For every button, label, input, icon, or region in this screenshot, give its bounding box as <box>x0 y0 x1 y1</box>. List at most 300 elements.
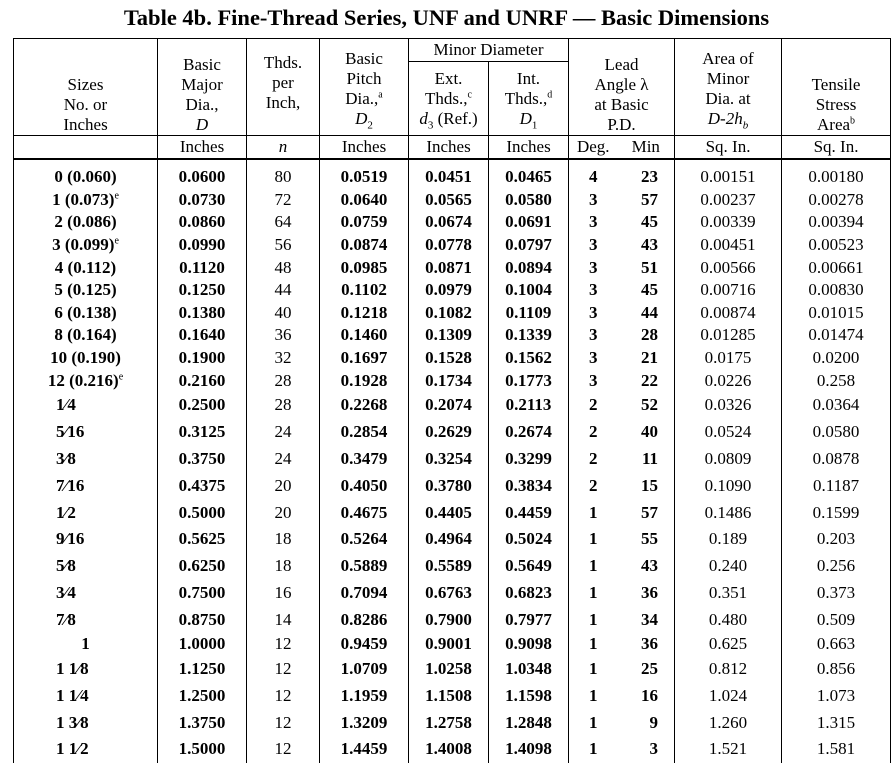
table-row <box>14 526 891 553</box>
cell-pitch: 0.9459 <box>320 633 409 656</box>
cell-ext: 1.0258 <box>409 656 489 683</box>
cell-size <box>14 302 158 325</box>
cell-ext: 0.3780 <box>409 472 489 499</box>
cell-major: 0.0860 <box>158 211 247 234</box>
size-label: 5⁄16 <box>56 422 85 442</box>
cell-size <box>14 234 158 257</box>
cell-area: 0.00237 <box>675 189 782 212</box>
cell-thds: 12 <box>247 683 320 710</box>
cell-ext: 0.0674 <box>409 211 489 234</box>
header-pitch <box>320 39 409 136</box>
cell-ext: 0.0871 <box>409 256 489 279</box>
cell-int: 0.6823 <box>489 580 569 607</box>
cell-area: 0.0326 <box>675 392 782 419</box>
header-int-subscript: 1 <box>531 119 538 131</box>
cell-size <box>14 279 158 302</box>
cell-deg: 1 <box>569 633 618 656</box>
header-thds-line1: Thds. <box>263 53 303 72</box>
cell-ext: 1.1508 <box>409 683 489 710</box>
cell-ext: 0.1734 <box>409 369 489 392</box>
header-sizes-line3: Inches <box>63 115 108 134</box>
cell-major: 0.5625 <box>158 526 247 553</box>
table-row <box>14 472 891 499</box>
cell-int: 0.7977 <box>489 606 569 633</box>
header-area-line1: Area of <box>702 48 754 68</box>
cell-pitch: 0.1460 <box>320 324 409 347</box>
cell-deg: 2 <box>569 446 618 473</box>
cell-deg: 2 <box>569 392 618 419</box>
header-minor-group: Minor Diameter <box>409 39 569 62</box>
cell-tensile: 0.0878 <box>782 446 891 473</box>
cell-tensile: 0.0200 <box>782 347 891 370</box>
cell-area: 0.480 <box>675 606 782 633</box>
cell-size <box>14 633 158 656</box>
cell-deg: 1 <box>569 526 618 553</box>
cell-thds: 16 <box>247 580 320 607</box>
cell-ext: 0.7900 <box>409 606 489 633</box>
header-ext-ref: (Ref.) <box>437 108 478 128</box>
cell-int: 1.4098 <box>489 736 569 763</box>
cell-ext: 0.3254 <box>409 446 489 473</box>
cell-int: 0.3834 <box>489 472 569 499</box>
cell-min: 28 <box>641 325 659 345</box>
cell-deg: 3 <box>569 256 618 279</box>
cell-major: 0.8750 <box>158 606 247 633</box>
cell-int: 0.9098 <box>489 633 569 656</box>
header-ext-line2: Thds., <box>425 88 468 108</box>
cell-int: 0.1562 <box>489 347 569 370</box>
size-label: 1 (0.073) <box>52 189 115 209</box>
header-thds <box>247 39 320 136</box>
size-label: 6 (0.138) <box>54 302 117 322</box>
cell-pitch: 1.0709 <box>320 656 409 683</box>
cell-size <box>14 499 158 526</box>
cell-ext: 0.9001 <box>409 633 489 656</box>
header-pitch-line3: Dia., <box>345 88 379 108</box>
cell-area: 0.0809 <box>675 446 782 473</box>
cell-deg: 1 <box>569 580 618 607</box>
cell-size <box>14 347 158 370</box>
cell-area: 0.00339 <box>675 211 782 234</box>
cell-pitch: 0.8286 <box>320 606 409 633</box>
cell-ext: 0.0979 <box>409 279 489 302</box>
size-label: 1 <box>81 634 90 654</box>
table-body <box>14 159 891 763</box>
unit-major: Inches <box>158 136 247 160</box>
cell-thds: 48 <box>247 256 320 279</box>
header-ext-symbol: d <box>419 108 428 128</box>
cell-pitch: 0.4050 <box>320 472 409 499</box>
cell-tensile: 0.1599 <box>782 499 891 526</box>
unit-deg: Deg. <box>569 136 618 160</box>
cell-thds: 18 <box>247 553 320 580</box>
header-major-line1: Basic <box>183 55 221 74</box>
table-row <box>14 234 891 257</box>
cell-deg: 3 <box>569 302 618 325</box>
header-pitch-line1: Basic <box>345 48 383 68</box>
table-row <box>14 606 891 633</box>
cell-deg: 1 <box>569 709 618 736</box>
unit-ext: Inches <box>409 136 489 160</box>
cell-size <box>14 159 158 189</box>
cell-size <box>14 446 158 473</box>
header-tensile-line1: Tensile <box>811 75 861 94</box>
cell-major: 0.2500 <box>158 392 247 419</box>
cell-min: 57 <box>641 502 659 522</box>
cell-area: 0.1090 <box>675 472 782 499</box>
cell-min: 21 <box>641 348 659 368</box>
cell-major: 0.4375 <box>158 472 247 499</box>
header-int <box>489 62 569 136</box>
cell-min: 15 <box>641 475 659 495</box>
table-row <box>14 736 891 763</box>
cell-size <box>14 472 158 499</box>
cell-tensile: 0.1187 <box>782 472 891 499</box>
cell-thds: 36 <box>247 324 320 347</box>
cell-deg: 3 <box>569 189 618 212</box>
cell-min: 55 <box>641 529 659 549</box>
cell-min: 3 <box>649 739 659 759</box>
header-ext-subscript: 3 <box>427 119 434 131</box>
cell-pitch: 0.7094 <box>320 580 409 607</box>
header-pitch-footnote: a <box>378 88 383 100</box>
cell-major: 0.1900 <box>158 347 247 370</box>
unit-area: Sq. In. <box>675 136 782 160</box>
cell-size <box>14 189 158 212</box>
cell-pitch: 0.2854 <box>320 419 409 446</box>
cell-major: 0.1250 <box>158 279 247 302</box>
cell-area: 0.625 <box>675 633 782 656</box>
size-label: 3 (0.099) <box>52 235 115 255</box>
cell-tensile: 0.258 <box>782 369 891 392</box>
size-footnote: e <box>114 190 119 202</box>
cell-pitch: 0.5889 <box>320 553 409 580</box>
cell-major: 1.3750 <box>158 709 247 736</box>
cell-size <box>14 369 158 392</box>
cell-size <box>14 324 158 347</box>
header-major-line2: Major <box>181 75 223 94</box>
size-label: 5⁄8 <box>56 556 76 576</box>
size-label: 1 1⁄4 <box>56 685 89 705</box>
table-row <box>14 709 891 736</box>
table-row <box>14 553 891 580</box>
cell-tensile: 0.856 <box>782 656 891 683</box>
cell-deg: 4 <box>569 159 618 189</box>
cell-tensile: 0.01474 <box>782 324 891 347</box>
cell-deg: 1 <box>569 553 618 580</box>
size-label: 9⁄16 <box>56 529 85 549</box>
cell-major: 0.0730 <box>158 189 247 212</box>
cell-thds: 24 <box>247 419 320 446</box>
cell-deg: 1 <box>569 606 618 633</box>
cell-area: 0.0524 <box>675 419 782 446</box>
cell-size <box>14 553 158 580</box>
size-label: 1⁄4 <box>56 395 76 415</box>
cell-tensile: 0.00830 <box>782 279 891 302</box>
header-int-symbol: D <box>519 108 532 128</box>
cell-min: 34 <box>641 609 659 629</box>
cell-int: 0.1339 <box>489 324 569 347</box>
size-label: 1 1⁄8 <box>56 659 89 679</box>
cell-int: 0.5649 <box>489 553 569 580</box>
cell-min: 45 <box>641 280 659 300</box>
header-ext-line1: Ext. <box>434 68 463 88</box>
cell-major: 0.7500 <box>158 580 247 607</box>
cell-pitch: 0.4675 <box>320 499 409 526</box>
header-int-footnote: d <box>547 88 553 100</box>
cell-tensile: 0.00523 <box>782 234 891 257</box>
cell-major: 0.1380 <box>158 302 247 325</box>
table-row <box>14 392 891 419</box>
cell-area: 0.189 <box>675 526 782 553</box>
cell-size <box>14 526 158 553</box>
size-label: 2 (0.086) <box>54 212 117 232</box>
size-label: 0 (0.060) <box>54 167 117 187</box>
cell-size <box>14 419 158 446</box>
cell-size <box>14 709 158 736</box>
cell-size <box>14 256 158 279</box>
header-lead-angle <box>569 39 675 136</box>
cell-int: 0.1773 <box>489 369 569 392</box>
cell-thds: 72 <box>247 189 320 212</box>
header-tensile-footnote: b <box>850 115 856 127</box>
cell-ext: 0.1528 <box>409 347 489 370</box>
cell-pitch: 0.0759 <box>320 211 409 234</box>
cell-pitch: 0.0519 <box>320 159 409 189</box>
unit-pitch: Inches <box>320 136 409 160</box>
cell-deg: 3 <box>569 324 618 347</box>
cell-major: 0.0600 <box>158 159 247 189</box>
cell-min: 43 <box>641 556 659 576</box>
header-sizes <box>14 39 158 136</box>
cell-tensile: 1.073 <box>782 683 891 710</box>
table-row <box>14 189 891 212</box>
cell-pitch: 0.2268 <box>320 392 409 419</box>
header-pitch-symbol: D <box>355 108 368 128</box>
cell-min: 11 <box>641 448 659 468</box>
size-label: 7⁄16 <box>56 475 85 495</box>
unit-min: Min <box>618 136 675 160</box>
cell-deg: 1 <box>569 683 618 710</box>
cell-deg: 1 <box>569 736 618 763</box>
cell-thds: 32 <box>247 347 320 370</box>
cell-min: 9 <box>649 712 659 732</box>
cell-size <box>14 606 158 633</box>
cell-area: 0.1486 <box>675 499 782 526</box>
cell-int: 1.1598 <box>489 683 569 710</box>
cell-deg: 1 <box>569 499 618 526</box>
table-row <box>14 211 891 234</box>
header-area-minor <box>675 39 782 136</box>
cell-major: 0.1120 <box>158 256 247 279</box>
cell-tensile: 0.00661 <box>782 256 891 279</box>
cell-major: 0.3750 <box>158 446 247 473</box>
cell-major: 1.2500 <box>158 683 247 710</box>
cell-pitch: 0.1102 <box>320 279 409 302</box>
cell-area: 0.00566 <box>675 256 782 279</box>
header-int-line2: Thds., <box>504 88 548 108</box>
header-area-subscript: b <box>742 119 749 131</box>
cell-area: 0.351 <box>675 580 782 607</box>
cell-ext: 0.2629 <box>409 419 489 446</box>
cell-tensile: 0.01015 <box>782 302 891 325</box>
size-label: 3⁄4 <box>56 582 76 602</box>
header-lead-line1: Lead <box>604 55 639 74</box>
cell-int: 0.3299 <box>489 446 569 473</box>
header-thds-line2: per <box>272 73 294 92</box>
cell-int: 0.0465 <box>489 159 569 189</box>
cell-ext: 1.4008 <box>409 736 489 763</box>
cell-ext: 1.2758 <box>409 709 489 736</box>
cell-thds: 56 <box>247 234 320 257</box>
cell-thds: 40 <box>247 302 320 325</box>
cell-tensile: 0.509 <box>782 606 891 633</box>
cell-deg: 3 <box>569 347 618 370</box>
cell-size <box>14 656 158 683</box>
header-pitch-subscript: 2 <box>367 119 373 131</box>
cell-tensile: 0.00180 <box>782 159 891 189</box>
size-label: 10 (0.190) <box>50 348 121 368</box>
cell-min: 40 <box>641 422 659 442</box>
header-area-line4: D-2h <box>707 108 743 128</box>
header-sizes-line1: Sizes <box>67 75 104 94</box>
cell-int: 0.0580 <box>489 189 569 212</box>
table-row <box>14 347 891 370</box>
cell-major: 0.5000 <box>158 499 247 526</box>
cell-int: 0.1109 <box>489 302 569 325</box>
cell-int: 0.5024 <box>489 526 569 553</box>
cell-deg: 1 <box>569 656 618 683</box>
cell-deg: 3 <box>569 279 618 302</box>
cell-min: 23 <box>641 167 659 187</box>
cell-thds: 24 <box>247 446 320 473</box>
cell-tensile: 0.663 <box>782 633 891 656</box>
cell-major: 0.2160 <box>158 369 247 392</box>
cell-min: 44 <box>641 302 659 322</box>
cell-int: 0.0894 <box>489 256 569 279</box>
cell-int: 1.2848 <box>489 709 569 736</box>
cell-thds: 14 <box>247 606 320 633</box>
cell-area: 0.00716 <box>675 279 782 302</box>
cell-area: 1.260 <box>675 709 782 736</box>
cell-int: 0.1004 <box>489 279 569 302</box>
cell-deg: 3 <box>569 369 618 392</box>
cell-pitch: 0.1218 <box>320 302 409 325</box>
cell-ext: 0.0565 <box>409 189 489 212</box>
cell-thds: 12 <box>247 709 320 736</box>
cell-size <box>14 683 158 710</box>
table-row <box>14 369 891 392</box>
cell-tensile: 1.581 <box>782 736 891 763</box>
cell-thds: 12 <box>247 633 320 656</box>
size-label: 1⁄2 <box>56 502 76 522</box>
cell-size <box>14 211 158 234</box>
cell-pitch: 0.5264 <box>320 526 409 553</box>
cell-pitch: 0.0640 <box>320 189 409 212</box>
cell-min: 52 <box>641 395 659 415</box>
unit-tensile: Sq. In. <box>782 136 891 160</box>
cell-tensile: 0.0580 <box>782 419 891 446</box>
header-ext <box>409 62 489 136</box>
table-row <box>14 324 891 347</box>
cell-tensile: 0.00278 <box>782 189 891 212</box>
cell-size <box>14 736 158 763</box>
page-title: Table 4b. Fine-Thread Series, UNF and UNRF — Basic Dimensions <box>123 5 770 30</box>
table-row <box>14 256 891 279</box>
cell-thds: 18 <box>247 526 320 553</box>
cell-deg: 3 <box>569 211 618 234</box>
size-label: 12 (0.216) <box>47 370 119 390</box>
cell-ext: 0.2074 <box>409 392 489 419</box>
cell-major: 0.1640 <box>158 324 247 347</box>
table-row <box>14 499 891 526</box>
cell-ext: 0.4405 <box>409 499 489 526</box>
header-row <box>14 39 891 62</box>
cell-pitch: 0.3479 <box>320 446 409 473</box>
table-row <box>14 656 891 683</box>
unit-row <box>14 136 891 160</box>
header-area-line2: Minor <box>706 68 750 88</box>
size-label: 4 (0.112) <box>54 257 117 277</box>
cell-min: 43 <box>641 235 659 255</box>
cell-area: 0.240 <box>675 553 782 580</box>
table-row <box>14 633 891 656</box>
cell-tensile: 0.373 <box>782 580 891 607</box>
cell-min: 45 <box>641 212 659 232</box>
cell-major: 1.1250 <box>158 656 247 683</box>
size-footnote: e <box>118 370 124 382</box>
header-lead-line3: at Basic <box>594 95 649 114</box>
size-label: 1 1⁄2 <box>56 739 89 759</box>
cell-area: 0.00874 <box>675 302 782 325</box>
cell-major: 1.0000 <box>158 633 247 656</box>
cell-tensile: 1.315 <box>782 709 891 736</box>
cell-int: 0.2113 <box>489 392 569 419</box>
cell-int: 1.0348 <box>489 656 569 683</box>
cell-min: 57 <box>641 189 659 209</box>
cell-thds: 64 <box>247 211 320 234</box>
header-tensile-line3: Area <box>817 115 851 134</box>
header-major-symbol: D <box>195 115 209 134</box>
table-row <box>14 159 891 189</box>
header-area-line3: Dia. at <box>705 88 751 108</box>
size-footnote: e <box>114 235 119 247</box>
unit-thds <box>247 136 320 160</box>
header-int-line1: Int. <box>516 68 541 88</box>
cell-tensile: 0.0364 <box>782 392 891 419</box>
cell-tensile: 0.256 <box>782 553 891 580</box>
cell-tensile: 0.00394 <box>782 211 891 234</box>
thread-table <box>13 38 891 763</box>
table-row <box>14 446 891 473</box>
cell-ext: 0.6763 <box>409 580 489 607</box>
cell-major: 0.0990 <box>158 234 247 257</box>
cell-int: 0.2674 <box>489 419 569 446</box>
header-sizes-line2: No. or <box>63 95 108 114</box>
cell-size <box>14 580 158 607</box>
cell-area: 1.521 <box>675 736 782 763</box>
cell-min: 16 <box>641 685 659 705</box>
cell-ext: 0.0451 <box>409 159 489 189</box>
header-tensile-line2: Stress <box>815 95 857 114</box>
table-row <box>14 683 891 710</box>
cell-thds: 28 <box>247 369 320 392</box>
cell-int: 0.0691 <box>489 211 569 234</box>
header-tensile <box>782 39 891 136</box>
table-row <box>14 419 891 446</box>
cell-thds: 80 <box>247 159 320 189</box>
cell-min: 36 <box>641 582 659 602</box>
